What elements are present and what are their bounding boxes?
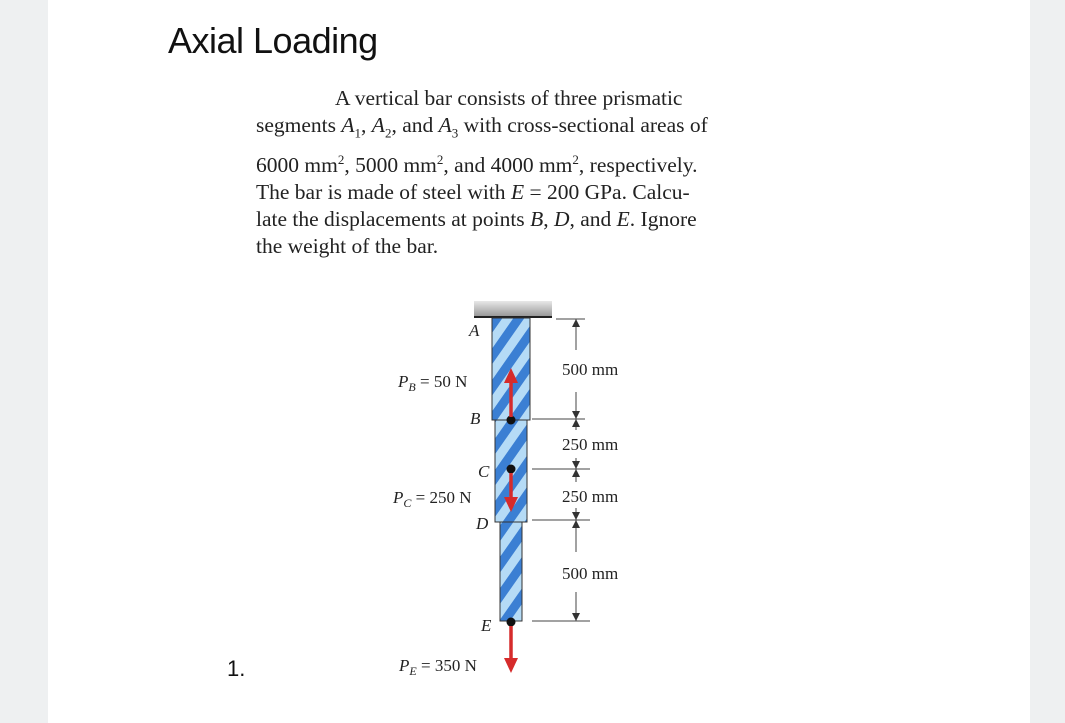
point-E-dot [507, 618, 516, 627]
point-E-label: E [481, 616, 492, 635]
item-number: 1. [227, 656, 246, 681]
problem-line-4: The bar is made of steel with E = 200 GPa. Calcu- [256, 180, 690, 205]
dimension-DE-label: 500 mm [562, 564, 619, 583]
force-label-PC: $P_C = 250$ N [393, 488, 472, 510]
point-C-label: C [478, 462, 490, 481]
force-label-PB: $P_B = 50$ N [398, 372, 468, 394]
dimension-AB-label: 500 mm [562, 360, 619, 379]
problem-line-2: segments $A_1$, $A_2$, and $A_3$ with cross-sectional areas of [256, 113, 708, 141]
dimension-CD-label: 250 mm [562, 487, 619, 506]
force-label-PE: $P_E = 350$ N [399, 656, 477, 678]
segment-A3 [500, 522, 522, 621]
force-arrow-PE [504, 626, 518, 673]
point-C-dot [507, 465, 516, 474]
point-D-label: D [476, 514, 489, 533]
problem-line-1: A vertical bar consists of three prismatic [335, 86, 683, 110]
point-A-label: A [469, 321, 480, 340]
dimension-BC-label: 250 mm [562, 435, 619, 454]
page-title: Axial Loading [168, 20, 378, 61]
point-B-label: B [470, 409, 481, 428]
problem-line-5: late the displacements at points B, D, and E. Ignore [256, 207, 697, 232]
ceiling-support [474, 301, 552, 316]
problem-line-3: 6000 $mm^2$, 5000 $mm^2$, and 4000 $mm^2$, respectively. [256, 152, 698, 178]
problem-line-6: the weight of the bar. [256, 234, 439, 259]
